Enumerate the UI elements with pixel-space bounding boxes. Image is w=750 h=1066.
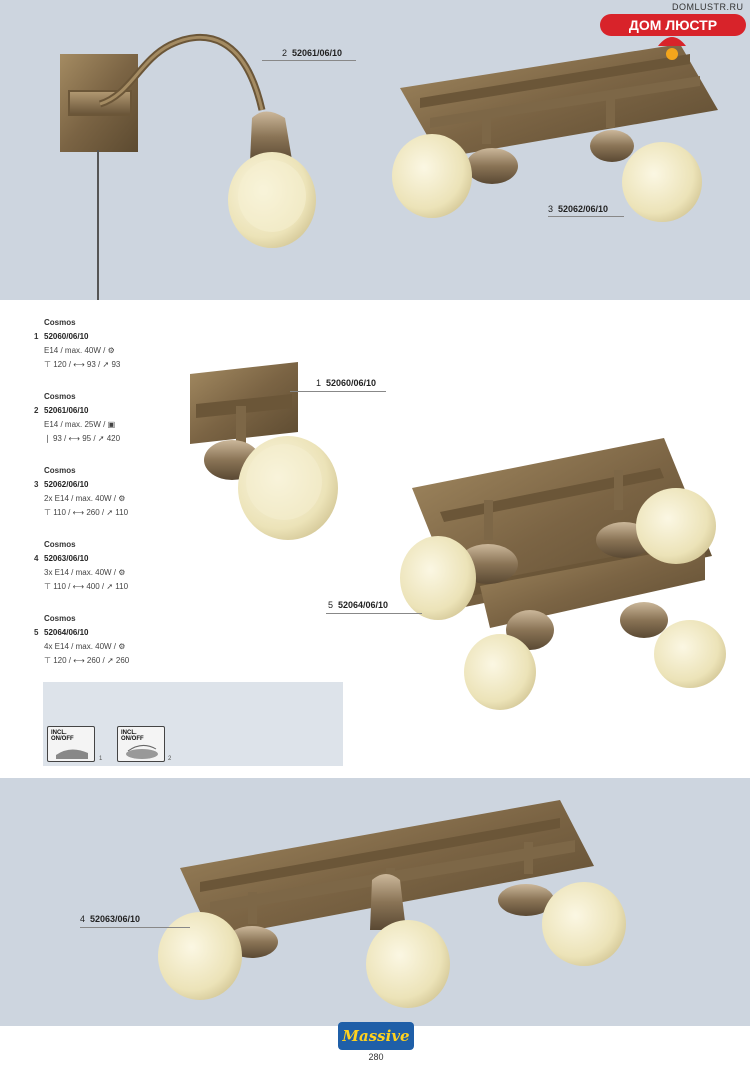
spec-bulb: 4x E14 / max. 40W / ⚙ [44,640,194,654]
callout-52060 [316,378,376,388]
spec-item-52062 [34,464,194,520]
spec-bulb: E14 / max. 40W / ⚙ [44,344,194,358]
callout-line [548,216,624,217]
spec-item-52064 [34,612,194,668]
spec-bulb: 3x E14 / max. 40W / ⚙ [44,566,194,580]
diagonal-icon: ➚ [102,360,110,370]
spec-code: 52063/06/10 [44,554,89,563]
quad-spot-52064 [400,438,726,710]
spec-index: 4 [34,554,39,563]
spec-code: 52064/06/10 [44,628,89,637]
domlustr-logo[interactable] [598,2,746,66]
height-icon: ⊤ [44,508,51,518]
callout-code: 52062/06/10 [558,204,609,214]
callout-code: 52061/06/10 [292,48,343,58]
hand-switch-icon [48,727,94,761]
spec-dims: ⊤ 120 / ⟷ 260 / ➚ 260 [44,654,194,668]
spec-dims: ⊤ 120 / ⟷ 93 / ➚ 93 [44,358,194,372]
massive-brand-logo: Massive [338,1022,414,1050]
spec-bulb: E14 / max. 25W / ▣ [44,418,194,432]
spec-index: 2 [34,406,39,415]
width-icon: ⟷ [72,508,85,518]
spec-bulb: 2x E14 / max. 40W / ⚙ [44,492,194,506]
spec-name: 4 Cosmos [44,538,194,552]
callout-number: 2 [282,48,288,58]
height-bar-icon: ❘ [44,434,51,444]
callout-number: 4 [80,914,86,924]
cord-switch-icon [118,727,164,761]
triple-spot-52063 [158,800,626,1008]
height-icon: ⊤ [44,582,51,592]
diagonal-icon: ➚ [106,582,114,592]
spec-item-52063 [34,538,194,594]
spec-name: 1 Cosmos [44,316,194,330]
callout-52061 [282,48,342,58]
callout-code: 52063/06/10 [90,914,141,924]
width-icon: ⟷ [73,360,85,370]
height-icon: ⊤ [44,656,51,666]
energy-icon: ⚙ [107,346,115,355]
spec-name: 3 Cosmos [44,464,194,478]
energy-icon: ⚙ [118,494,126,503]
spec-name: 2 Cosmos [44,390,194,404]
callout-52064 [328,600,388,610]
diagonal-icon: ➚ [97,434,105,444]
spec-code: 52060/06/10 [44,332,89,341]
callout-code: 52064/06/10 [338,600,389,610]
logo-text: ДОМ ЛЮСТР [600,14,746,36]
spec-dims: ⊤ 110 / ⟷ 400 / ➚ 110 [44,580,194,594]
diagonal-icon: ➚ [106,508,114,518]
spec-name: 5 Cosmos [44,612,194,626]
plug-icon: ▣ [107,420,116,429]
single-spot-52060 [190,362,338,540]
spec-code: 52061/06/10 [44,406,89,415]
callout-number: 3 [548,204,554,214]
spec-item-52061 [34,390,194,446]
incl-on-off-badge: INCL. ON/OFF [117,726,165,762]
twin-spot-52062 [392,44,718,222]
callout-number: 1 [316,378,322,388]
energy-icon: ⚙ [118,642,126,651]
height-icon: ⊤ [44,360,51,370]
callout-line [80,927,190,928]
spec-index: 1 [34,332,39,341]
callout-line [326,613,422,614]
width-icon: ⟷ [73,656,85,666]
page-number: 280 [368,1052,384,1062]
spec-code: 52062/06/10 [44,480,89,489]
spec-index: 3 [34,480,39,489]
callout-number: 5 [328,600,334,610]
callout-line [290,391,386,392]
callout-line [262,60,356,61]
switch-badges-panel [43,682,343,766]
callout-52062 [548,204,608,214]
spec-item-52060 [34,316,194,372]
badge-index: 2 [168,756,172,762]
spec-index: 5 [34,628,39,637]
callout-52063 [80,914,140,924]
diagonal-icon: ➚ [106,656,114,666]
badge-index: 1 [99,756,103,762]
incl-on-off-badge: INCL. ON/OFF [47,726,95,762]
callout-code: 52060/06/10 [326,378,377,388]
wall-lamp-52061 [60,37,316,300]
width-icon: ⟷ [72,582,85,592]
spec-dims: ❘ 93 / ⟷ 95 / ➚ 420 [44,432,194,446]
width-icon: ⟷ [68,434,80,444]
energy-icon: ⚙ [118,568,126,577]
logo-site-url: DOMLUSTR.RU [672,2,744,12]
spec-dims: ⊤ 110 / ⟷ 260 / ➚ 110 [44,506,194,520]
